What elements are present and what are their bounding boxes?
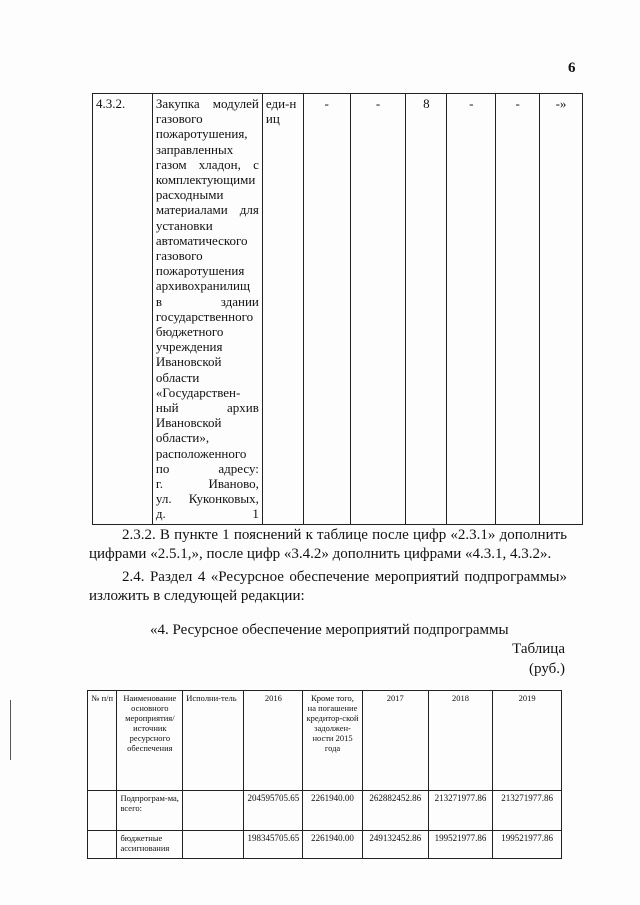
header-cell: Кроме того, на погашение кредитор-ской задолжен-ности 2015 года — [303, 691, 363, 791]
row-executor — [183, 831, 244, 859]
measure-name-line: государственного — [155, 308, 254, 324]
measure-name-line: пожаротушения — [155, 263, 245, 279]
header-cell: 2019 — [493, 691, 562, 791]
section-title: «4. Ресурсное обеспечение мероприятий подпрограммы — [150, 622, 509, 638]
header-cell: Исполни-тель — [183, 691, 244, 791]
value-cell: -» — [540, 94, 583, 525]
value-cell: 213271977.86 — [493, 791, 562, 831]
value-cell: - — [447, 94, 496, 525]
measure-name-line: г. Иваново, — [155, 476, 259, 492]
measure-name-line: комплектующими — [155, 172, 256, 188]
measure-name-line: области — [155, 369, 200, 385]
measure-name-line: в здании — [155, 293, 259, 309]
unit-cell: еди-ниц — [262, 94, 303, 525]
paragraph-2-3-2: 2.3.2. В пункте 1 пояснений к таблице после цифр «2.3.1» дополнить цифрами «2.5.1,», после цифр «3.4.2» дополнить цифрами «4.3.1, 4.3.2». — [89, 527, 567, 562]
value-cell: 199521977.86 — [428, 831, 493, 859]
measure-name-line: Закупка модулей — [155, 96, 259, 111]
measure-name-line: ул. Куконковых, — [155, 491, 259, 507]
scan-margin-line — [10, 700, 11, 760]
measure-name-line: газового — [155, 248, 203, 264]
value-cell: - — [303, 94, 350, 525]
measure-name-line: установки — [155, 217, 213, 233]
value-cell: 198345705.65 — [244, 831, 303, 859]
value-cell: 2261940.00 — [303, 831, 363, 859]
value-cell: 2261940.00 — [303, 791, 363, 831]
table-row — [88, 791, 562, 831]
value-cell: - — [350, 94, 406, 525]
row-number — [88, 791, 117, 831]
measure-name-line: архивохранилищ — [155, 278, 250, 294]
measure-name-line: Ивановской — [155, 415, 222, 431]
header-row — [88, 691, 562, 791]
value-cell: 213271977.86 — [428, 791, 493, 831]
header-cell: 2018 — [428, 691, 493, 791]
measure-name-line: ный архив — [155, 400, 259, 416]
table-row — [93, 94, 583, 525]
measure-name — [152, 94, 262, 525]
measure-name-line: расходными — [155, 187, 224, 203]
measure-name-line: пожаротушения, — [155, 126, 248, 142]
header-cell: 2017 — [362, 691, 428, 791]
measure-name-line: области», — [155, 430, 210, 446]
value-cell: 199521977.86 — [493, 831, 562, 859]
row-name: Подпрограм-ма, всего: — [117, 791, 183, 831]
measure-name-line: расположенного — [155, 445, 247, 461]
paragraph-2-4: 2.4. Раздел 4 «Ресурсное обеспечение мероприятий подпрограммы» изложить в следующей редакции: — [89, 569, 567, 604]
measures-table-continued — [92, 93, 583, 525]
resource-table — [87, 690, 562, 859]
measure-name-line: бюджетного — [155, 324, 224, 340]
header-cell: Наименование основного мероприятия/ источник ресурсного обеспечения — [117, 691, 183, 791]
measure-name-line: заправленных — [155, 141, 234, 157]
row-number — [88, 831, 117, 859]
unit-label: (руб.) — [529, 661, 565, 677]
measure-name-line: газового — [155, 111, 203, 127]
page-number: 6 — [568, 60, 576, 76]
table-label: Таблица — [512, 641, 565, 657]
header-cell: № п/п — [88, 691, 117, 791]
table-row — [88, 831, 562, 859]
measure-name-line: Ивановской — [155, 354, 222, 370]
value-cell: 249132452.86 — [362, 831, 428, 859]
value-cell: - — [496, 94, 540, 525]
measure-name-line: по адресу: — [155, 460, 259, 476]
value-cell: 204595705.65 — [244, 791, 303, 831]
row-name: бюджетные ассигнования — [117, 831, 183, 859]
row-executor — [183, 791, 244, 831]
value-cell: 262882452.86 — [362, 791, 428, 831]
measure-name-line: материалами для — [155, 202, 259, 218]
row-number: 4.3.2. — [93, 94, 153, 525]
measure-name-line: д. 1 — [155, 506, 259, 522]
value-cell: 8 — [406, 94, 447, 525]
measure-name-line: автоматического — [155, 232, 248, 248]
header-cell: 2016 — [244, 691, 303, 791]
measure-name-line: учреждения — [155, 339, 223, 355]
measure-name-line: «Государствен- — [155, 384, 241, 400]
measure-name-line: газом хладон, с — [155, 156, 259, 172]
